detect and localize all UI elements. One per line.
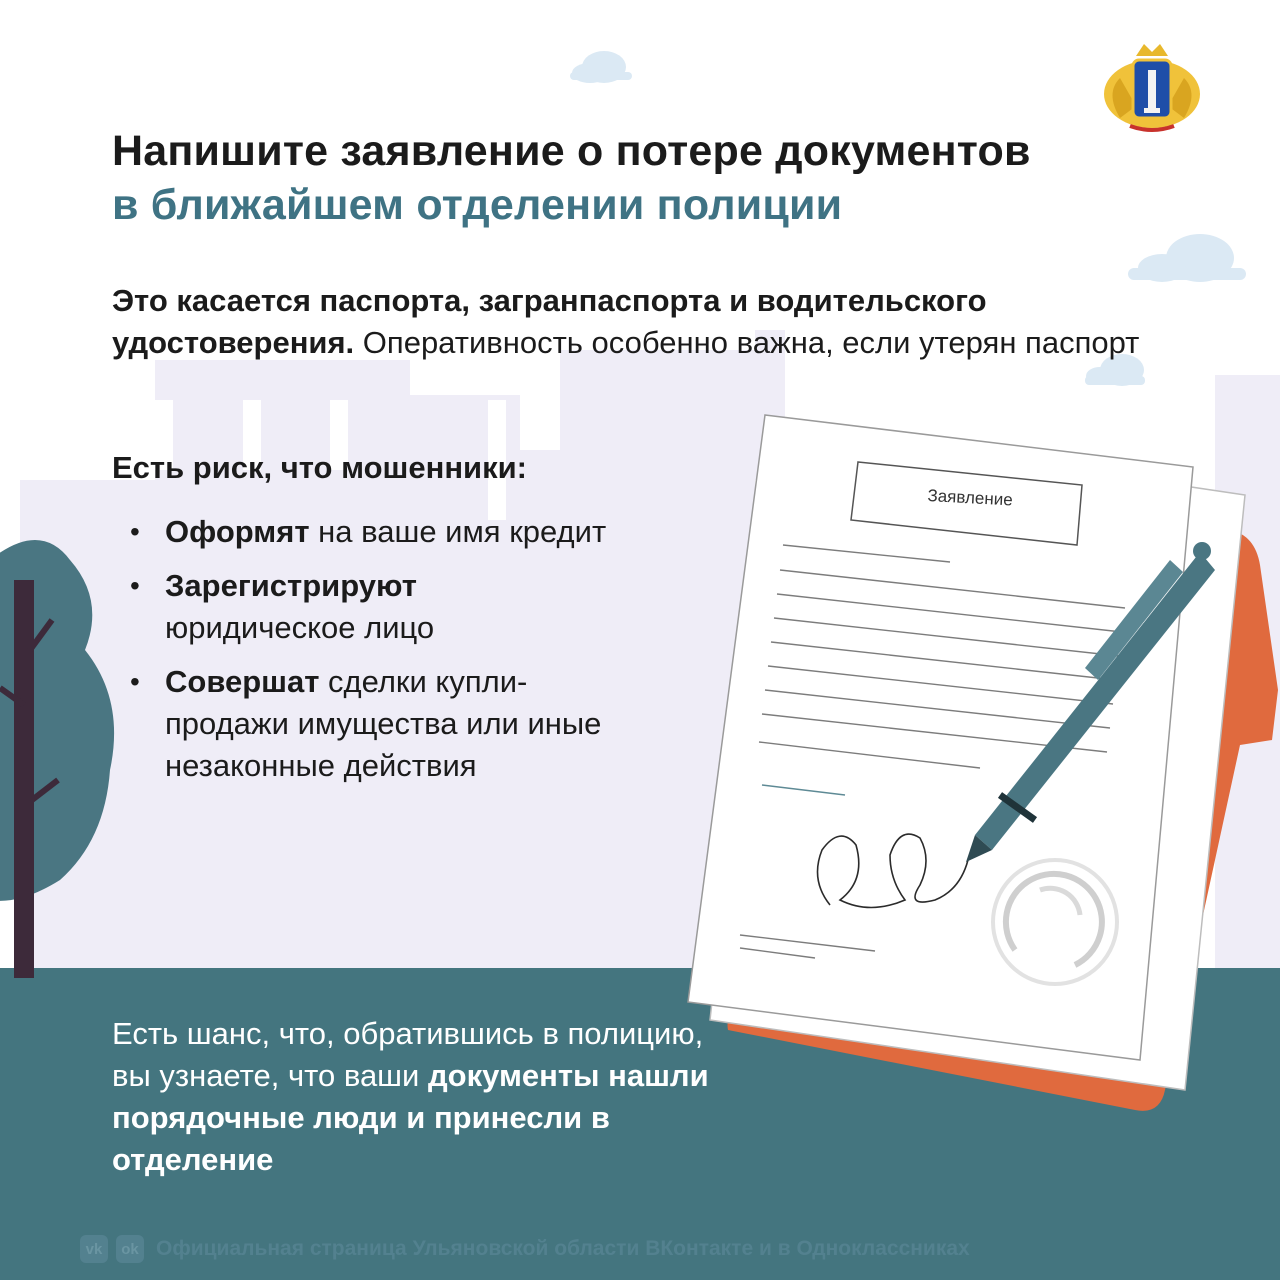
- footer: [80, 1235, 970, 1263]
- cloud-2: [1128, 234, 1246, 282]
- bullet: •: [130, 666, 140, 697]
- cloud-1: [570, 51, 632, 83]
- intro-normal: Оперативность особенно важна, если утерян паспорт: [354, 325, 1140, 360]
- footer-text: Официальная страница Ульяновской области ВКонтакте и в Одноклассниках: [156, 1237, 970, 1260]
- bullet: •: [130, 516, 140, 547]
- vk-icon[interactable]: vk: [80, 1235, 108, 1263]
- intro-bold: Это касается паспорта, загранпаспорта и водительского удостоверения.: [112, 283, 987, 360]
- risk-bold: Совершат: [165, 664, 320, 699]
- bullet: •: [130, 570, 140, 601]
- list-item: [130, 565, 650, 649]
- chance-normal: Есть шанс, что, обратившись в полицию, вы узнаете, что ваши: [112, 1016, 704, 1093]
- list-item: [130, 661, 650, 787]
- ok-icon[interactable]: ok: [116, 1235, 144, 1263]
- title-line-1: Напишите заявление о потере документов: [112, 127, 1031, 175]
- risk-bold: Оформят: [165, 514, 310, 549]
- chance-paragraph: [112, 1013, 712, 1181]
- risk-text: сделки купли-продажи имущества или иные незаконные действия: [165, 664, 602, 783]
- risk-text: юридическое лицо: [165, 610, 435, 645]
- title-line-2: в ближайшем отделении полиции: [112, 181, 843, 229]
- page-title: [112, 124, 1031, 232]
- chance-bold: документы нашли порядочные люди и принесли в отделение: [112, 1058, 709, 1177]
- list-item: [130, 511, 650, 553]
- emblem-icon: [1100, 38, 1204, 134]
- risk-heading: Есть риск, что мошенники:: [112, 450, 528, 485]
- document-label: Заявление: [927, 486, 1014, 510]
- risk-text: на ваше имя кредит: [309, 514, 607, 549]
- intro-paragraph: [112, 280, 1142, 364]
- risk-list: [130, 511, 650, 799]
- document-sheet: [688, 415, 1193, 1060]
- risk-bold: Зарегистрируют: [165, 568, 417, 603]
